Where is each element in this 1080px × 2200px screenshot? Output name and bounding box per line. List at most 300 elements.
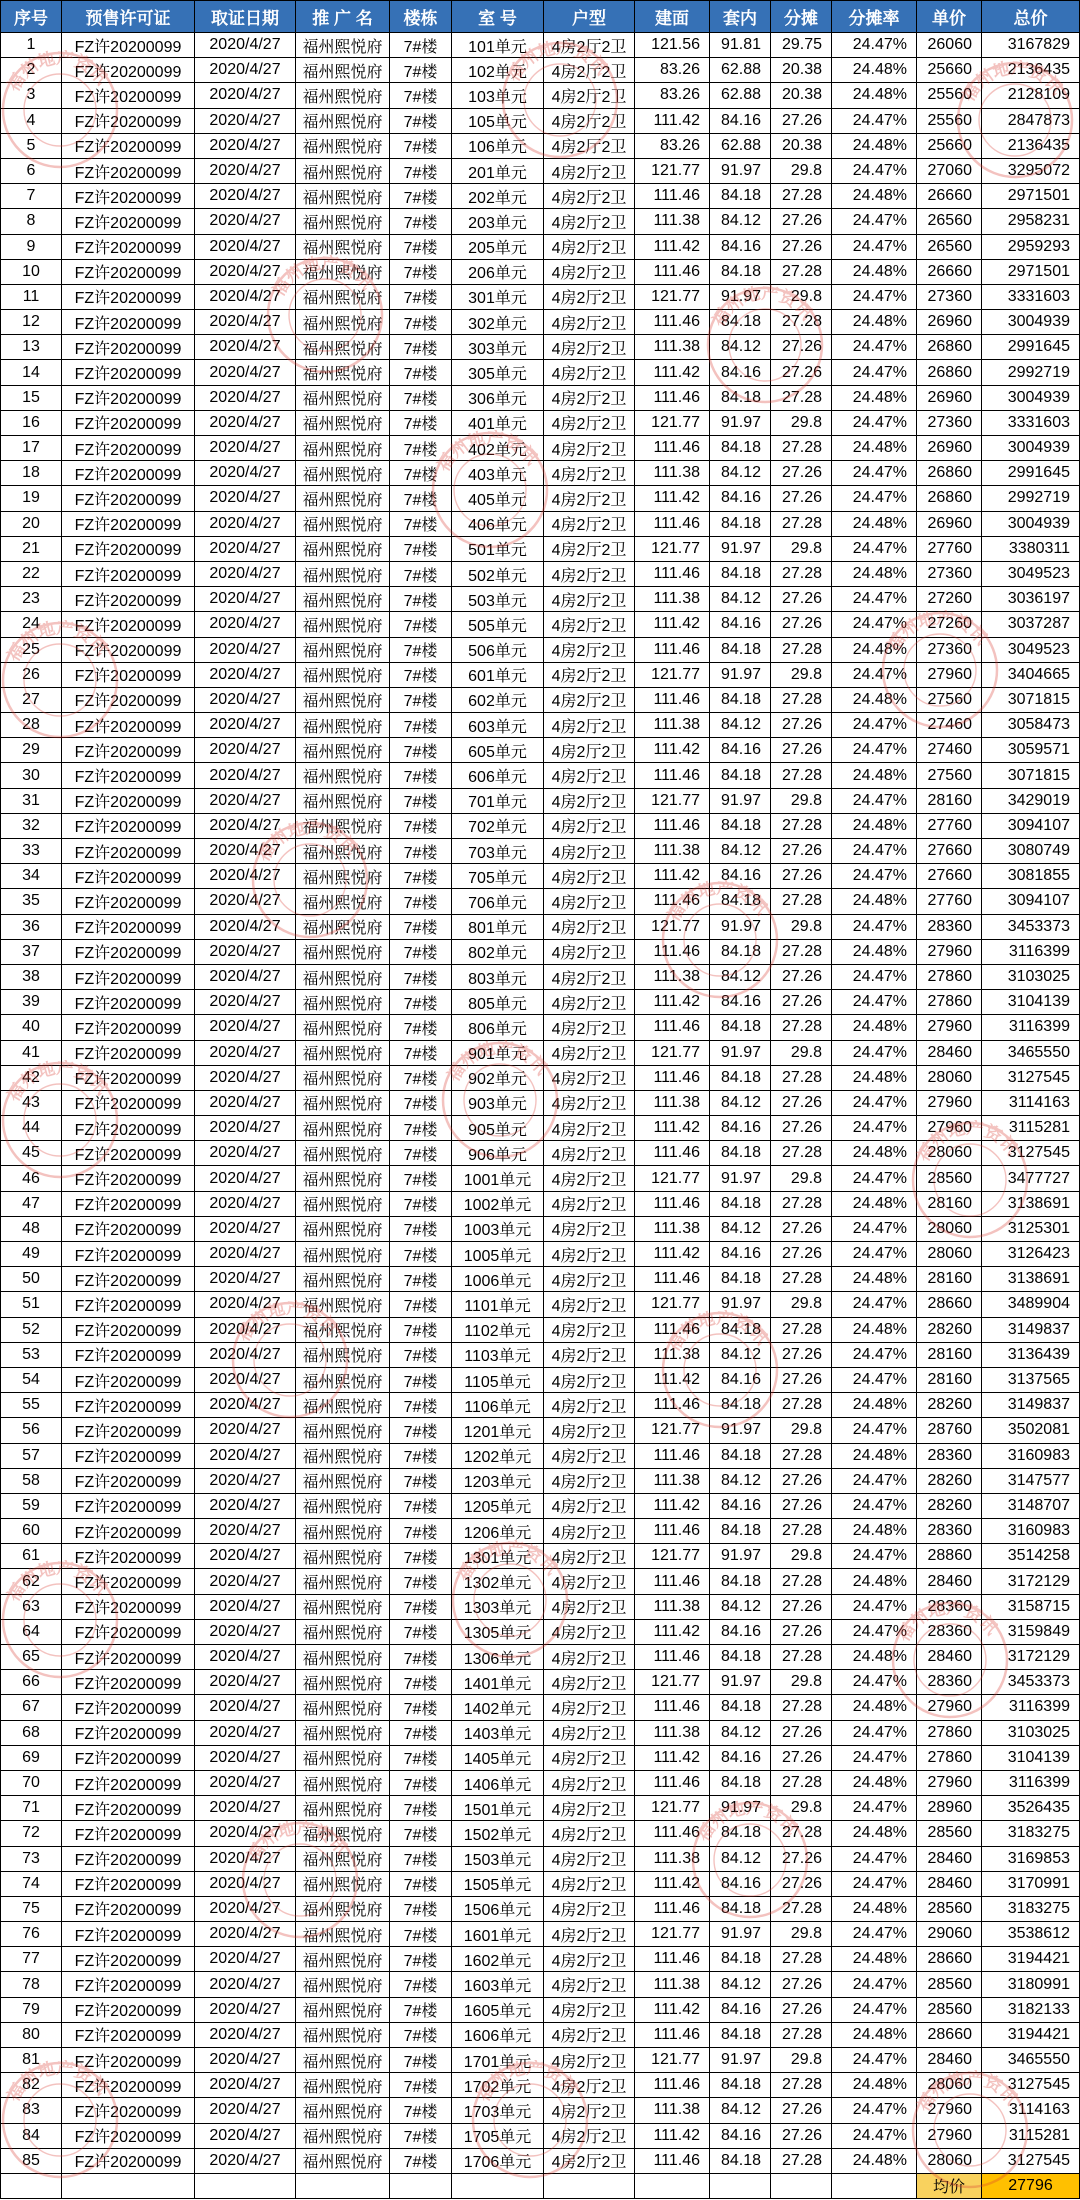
cell-permit: FZ许20200099 [62,1821,195,1846]
cell-total-price: 2136435 [982,134,1080,159]
cell-unit-price: 26560 [917,209,982,234]
cell-room: 101单元 [452,33,544,58]
cell-date: 2020/4/27 [195,1267,296,1292]
header-inner-area: 套内 [710,0,771,33]
cell-layout: 4房2厅2卫 [544,688,635,713]
cell-shared-area: 29.8 [771,159,832,184]
cell-room: 106单元 [452,134,544,159]
cell-total-price: 3429019 [982,789,1080,814]
cell-building: 7#楼 [390,713,452,738]
cell-project: 福州熙悦府 [296,1192,390,1217]
cell-shared-rate: 24.47% [832,1796,917,1821]
cell-project: 福州熙悦府 [296,134,390,159]
cell-permit: FZ许20200099 [62,638,195,663]
cell-seq: 26 [0,663,62,688]
cell-seq: 16 [0,411,62,436]
cell-project: 福州熙悦府 [296,915,390,940]
cell-layout: 4房2厅2卫 [544,1922,635,1947]
cell-layout: 4房2厅2卫 [544,360,635,385]
cell-room: 202单元 [452,184,544,209]
cell-project: 福州熙悦府 [296,386,390,411]
cell-shared-area: 29.75 [771,33,832,58]
cell-shared-area: 27.26 [771,1620,832,1645]
cell-project: 福州熙悦府 [296,1972,390,1997]
cell-shared-rate: 24.48% [832,814,917,839]
cell-gross-area: 111.46 [635,1897,710,1922]
cell-date: 2020/4/27 [195,1015,296,1040]
cell-unit-price: 28060 [917,2149,982,2174]
cell-room: 1703单元 [452,2098,544,2123]
cell-total-price: 3182133 [982,1998,1080,2023]
table-row [0,562,1080,587]
cell-seq: 32 [0,814,62,839]
cell-seq: 60 [0,1519,62,1544]
cell-gross-area: 111.42 [635,109,710,134]
cell-shared-area: 27.26 [771,1847,832,1872]
cell-room: 1606单元 [452,2023,544,2048]
cell-layout: 4房2厅2卫 [544,235,635,260]
cell-layout: 4房2厅2卫 [544,1721,635,1746]
cell-unit-price: 27360 [917,638,982,663]
cell-building: 7#楼 [390,1796,452,1821]
cell-gross-area: 111.46 [635,763,710,788]
cell-date: 2020/4/27 [195,915,296,940]
cell-room: 1203单元 [452,1469,544,1494]
cell-shared-area: 27.28 [771,562,832,587]
cell-seq: 83 [0,2098,62,2123]
cell-building: 7#楼 [390,2124,452,2149]
cell-shared-area: 27.26 [771,1721,832,1746]
table-row [0,1343,1080,1368]
cell-inner-area: 84.16 [710,1872,771,1897]
cell-shared-area: 29.8 [771,1670,832,1695]
cell-building: 7#楼 [390,1444,452,1469]
cell-unit-price: 25560 [917,83,982,108]
cell-room: 103单元 [452,83,544,108]
cell-layout: 4房2厅2卫 [544,1695,635,1720]
cell-shared-area: 29.8 [771,1418,832,1443]
cell-seq: 18 [0,461,62,486]
table-row [0,1242,1080,1267]
cell-total-price: 3453373 [982,915,1080,940]
cell-layout: 4房2厅2卫 [544,1494,635,1519]
cell-date: 2020/4/27 [195,1821,296,1846]
cell-layout: 4房2厅2卫 [544,1141,635,1166]
cell-shared-rate: 24.47% [832,1041,917,1066]
cell-date: 2020/4/27 [195,889,296,914]
cell-gross-area: 111.46 [635,1569,710,1594]
cell-building: 7#楼 [390,1620,452,1645]
cell-shared-area: 27.28 [771,436,832,461]
cell-permit: FZ许20200099 [62,335,195,360]
cell-shared-rate: 24.48% [832,2023,917,2048]
cell-building: 7#楼 [390,889,452,914]
cell-unit-price: 28860 [917,1544,982,1569]
cell-permit: FZ许20200099 [62,2023,195,2048]
cell-building: 7#楼 [390,990,452,1015]
cell-shared-rate: 24.47% [832,738,917,763]
cell-layout: 4房2厅2卫 [544,1872,635,1897]
cell-unit-price: 27360 [917,562,982,587]
cell-seq: 33 [0,839,62,864]
cell-permit: FZ许20200099 [62,562,195,587]
cell-inner-area: 91.97 [710,1418,771,1443]
cell-total-price: 3094107 [982,889,1080,914]
table-row [0,663,1080,688]
cell-unit-price: 27660 [917,864,982,889]
table-row [0,1771,1080,1796]
cell-shared-rate: 24.47% [832,1847,917,1872]
header-room: 室 号 [452,0,544,33]
cell-room: 1502单元 [452,1821,544,1846]
cell-permit: FZ许20200099 [62,260,195,285]
cell-total-price: 2991645 [982,461,1080,486]
cell-unit-price: 28360 [917,1620,982,1645]
cell-project: 福州熙悦府 [296,1393,390,1418]
cell-inner-area: 84.18 [710,1645,771,1670]
cell-permit: FZ许20200099 [62,1922,195,1947]
cell-building: 7#楼 [390,58,452,83]
cell-unit-price: 28160 [917,1368,982,1393]
cell-room: 1505单元 [452,1872,544,1897]
cell-total-price: 3080749 [982,839,1080,864]
cell-unit-price: 28460 [917,1872,982,1897]
cell-seq: 71 [0,1796,62,1821]
cell-inner-area: 91.97 [710,285,771,310]
cell-date: 2020/4/27 [195,159,296,184]
cell-room: 1503单元 [452,1847,544,1872]
cell-project: 福州熙悦府 [296,1041,390,1066]
cell-project: 福州熙悦府 [296,537,390,562]
cell-permit: FZ许20200099 [62,83,195,108]
cell-permit: FZ许20200099 [62,1645,195,1670]
cell-building: 7#楼 [390,864,452,889]
cell-building: 7#楼 [390,663,452,688]
cell-date: 2020/4/27 [195,839,296,864]
cell-building: 7#楼 [390,2149,452,2174]
cell-total-price: 3160983 [982,1519,1080,1544]
cell-inner-area: 84.18 [710,386,771,411]
cell-project: 福州熙悦府 [296,1897,390,1922]
cell-inner-area: 62.88 [710,134,771,159]
cell-inner-area: 84.18 [710,1947,771,1972]
cell-shared-rate: 24.48% [832,763,917,788]
cell-gross-area: 111.46 [635,1141,710,1166]
cell-permit: FZ许20200099 [62,2124,195,2149]
cell-seq: 29 [0,738,62,763]
cell-room: 1603单元 [452,1972,544,1997]
cell-inner-area: 84.18 [710,1569,771,1594]
cell-project: 福州熙悦府 [296,2023,390,2048]
cell-building: 7#楼 [390,2073,452,2098]
cell-total-price: 3127545 [982,2073,1080,2098]
cell-room: 503单元 [452,587,544,612]
cell-seq: 53 [0,1343,62,1368]
cell-layout: 4房2厅2卫 [544,638,635,663]
cell-building: 7#楼 [390,1066,452,1091]
table-row [0,1569,1080,1594]
cell-seq: 24 [0,612,62,637]
cell-room: 1003单元 [452,1217,544,1242]
cell-building: 7#楼 [390,965,452,990]
cell-inner-area: 84.18 [710,688,771,713]
cell-shared-rate: 24.47% [832,1116,917,1141]
cell-building: 7#楼 [390,1922,452,1947]
cell-building: 7#楼 [390,1368,452,1393]
cell-permit: FZ许20200099 [62,889,195,914]
cell-layout: 4房2厅2卫 [544,1066,635,1091]
table-row [0,915,1080,940]
cell-building: 7#楼 [390,763,452,788]
cell-gross-area: 111.46 [635,2149,710,2174]
cell-inner-area: 91.97 [710,1922,771,1947]
cell-total-price: 3331603 [982,285,1080,310]
cell-shared-area: 27.28 [771,1947,832,1972]
cell-total-price: 3036197 [982,587,1080,612]
cell-permit: FZ许20200099 [62,1318,195,1343]
cell-unit-price: 25660 [917,134,982,159]
cell-unit-price: 27760 [917,889,982,914]
cell-room: 1605单元 [452,1998,544,2023]
cell-date: 2020/4/27 [195,1670,296,1695]
cell-building: 7#楼 [390,1015,452,1040]
cell-permit: FZ许20200099 [62,1494,195,1519]
cell-shared-area: 29.8 [771,2048,832,2073]
cell-project: 福州熙悦府 [296,209,390,234]
cell-date: 2020/4/27 [195,1922,296,1947]
cell-room: 605单元 [452,738,544,763]
footer-empty-cell [771,2174,832,2199]
cell-gross-area: 111.38 [635,1972,710,1997]
cell-permit: FZ许20200099 [62,1217,195,1242]
table-row [0,1368,1080,1393]
cell-permit: FZ许20200099 [62,285,195,310]
cell-project: 福州熙悦府 [296,713,390,738]
cell-building: 7#楼 [390,1645,452,1670]
table-row [0,83,1080,108]
cell-layout: 4房2厅2卫 [544,1292,635,1317]
cell-shared-rate: 24.48% [832,1444,917,1469]
cell-seq: 5 [0,134,62,159]
cell-shared-rate: 24.47% [832,965,917,990]
cell-total-price: 3159849 [982,1620,1080,1645]
cell-total-price: 3465550 [982,1041,1080,1066]
cell-project: 福州熙悦府 [296,285,390,310]
cell-room: 1206单元 [452,1519,544,1544]
cell-project: 福州熙悦府 [296,638,390,663]
cell-permit: FZ许20200099 [62,2149,195,2174]
table-row [0,33,1080,58]
cell-inner-area: 84.16 [710,235,771,260]
cell-unit-price: 28360 [917,1444,982,1469]
cell-room: 501单元 [452,537,544,562]
cell-inner-area: 84.12 [710,1217,771,1242]
cell-gross-area: 111.42 [635,864,710,889]
cell-project: 福州熙悦府 [296,612,390,637]
table-row [0,839,1080,864]
cell-unit-price: 27460 [917,713,982,738]
header-total-price: 总价 [982,0,1080,33]
header-unit-price: 单价 [917,0,982,33]
cell-gross-area: 121.77 [635,1418,710,1443]
cell-total-price: 3104139 [982,1746,1080,1771]
cell-layout: 4房2厅2卫 [544,1620,635,1645]
cell-total-price: 3180991 [982,1972,1080,1997]
cell-unit-price: 27760 [917,537,982,562]
cell-inner-area: 84.18 [710,1267,771,1292]
cell-layout: 4房2厅2卫 [544,1821,635,1846]
cell-seq: 66 [0,1670,62,1695]
table-row [0,134,1080,159]
cell-date: 2020/4/27 [195,1444,296,1469]
cell-layout: 4房2厅2卫 [544,58,635,83]
table-row [0,537,1080,562]
cell-total-price: 2971501 [982,184,1080,209]
cell-shared-rate: 24.47% [832,285,917,310]
cell-shared-rate: 24.47% [832,1872,917,1897]
cell-gross-area: 111.42 [635,486,710,511]
cell-building: 7#楼 [390,814,452,839]
cell-gross-area: 111.38 [635,2098,710,2123]
cell-date: 2020/4/27 [195,1066,296,1091]
cell-seq: 67 [0,1695,62,1720]
cell-room: 1302单元 [452,1569,544,1594]
cell-total-price: 3103025 [982,1721,1080,1746]
cell-shared-area: 27.28 [771,512,832,537]
cell-unit-price: 28460 [917,1847,982,1872]
cell-project: 福州熙悦府 [296,688,390,713]
cell-layout: 4房2厅2卫 [544,2124,635,2149]
cell-date: 2020/4/27 [195,1418,296,1443]
cell-shared-rate: 24.47% [832,1544,917,1569]
cell-gross-area: 111.42 [635,612,710,637]
cell-shared-rate: 24.48% [832,940,917,965]
cell-project: 福州熙悦府 [296,1066,390,1091]
cell-gross-area: 111.46 [635,1015,710,1040]
cell-room: 105单元 [452,109,544,134]
cell-shared-rate: 24.47% [832,1292,917,1317]
cell-shared-area: 27.26 [771,1242,832,1267]
cell-shared-rate: 24.47% [832,1469,917,1494]
cell-project: 福州熙悦府 [296,335,390,360]
cell-project: 福州熙悦府 [296,1670,390,1695]
cell-date: 2020/4/27 [195,537,296,562]
cell-project: 福州熙悦府 [296,1116,390,1141]
cell-date: 2020/4/27 [195,2098,296,2123]
cell-permit: FZ许20200099 [62,2073,195,2098]
cell-building: 7#楼 [390,260,452,285]
cell-unit-price: 28060 [917,1066,982,1091]
cell-project: 福州熙悦府 [296,1091,390,1116]
cell-shared-area: 27.26 [771,1368,832,1393]
cell-layout: 4房2厅2卫 [544,1091,635,1116]
cell-shared-area: 29.8 [771,1922,832,1947]
cell-permit: FZ许20200099 [62,1569,195,1594]
cell-date: 2020/4/27 [195,1721,296,1746]
cell-seq: 76 [0,1922,62,1947]
cell-inner-area: 84.12 [710,1721,771,1746]
cell-unit-price: 26960 [917,310,982,335]
cell-gross-area: 111.38 [635,587,710,612]
cell-inner-area: 84.16 [710,2124,771,2149]
cell-gross-area: 111.38 [635,1091,710,1116]
cell-inner-area: 84.16 [710,1494,771,1519]
cell-building: 7#楼 [390,940,452,965]
cell-seq: 37 [0,940,62,965]
cell-room: 1401单元 [452,1670,544,1695]
table-row [0,1494,1080,1519]
cell-permit: FZ许20200099 [62,1721,195,1746]
cell-gross-area: 111.42 [635,1242,710,1267]
cell-date: 2020/4/27 [195,1847,296,1872]
cell-shared-area: 29.8 [771,663,832,688]
cell-shared-area: 27.26 [771,839,832,864]
cell-unit-price: 27060 [917,159,982,184]
cell-unit-price: 28460 [917,1569,982,1594]
cell-room: 601单元 [452,663,544,688]
cell-layout: 4房2厅2卫 [544,1469,635,1494]
cell-project: 福州熙悦府 [296,1569,390,1594]
cell-permit: FZ许20200099 [62,1141,195,1166]
cell-shared-area: 27.28 [771,688,832,713]
cell-inner-area: 91.97 [710,2048,771,2073]
cell-permit: FZ许20200099 [62,1292,195,1317]
cell-seq: 1 [0,33,62,58]
cell-seq: 75 [0,1897,62,1922]
cell-room: 403单元 [452,461,544,486]
table-row [0,587,1080,612]
cell-layout: 4房2厅2卫 [544,285,635,310]
cell-project: 福州熙悦府 [296,109,390,134]
table-row [0,1066,1080,1091]
cell-total-price: 3004939 [982,436,1080,461]
cell-date: 2020/4/27 [195,789,296,814]
cell-layout: 4房2厅2卫 [544,663,635,688]
cell-seq: 19 [0,486,62,511]
cell-unit-price: 28160 [917,789,982,814]
cell-unit-price: 26960 [917,436,982,461]
cell-unit-price: 26660 [917,260,982,285]
cell-shared-rate: 24.48% [832,1192,917,1217]
cell-date: 2020/4/27 [195,360,296,385]
cell-building: 7#楼 [390,562,452,587]
cell-permit: FZ许20200099 [62,1166,195,1191]
cell-permit: FZ许20200099 [62,1746,195,1771]
cell-building: 7#楼 [390,285,452,310]
table-row [0,184,1080,209]
cell-inner-area: 91.97 [710,159,771,184]
cell-permit: FZ许20200099 [62,1066,195,1091]
cell-seq: 63 [0,1595,62,1620]
cell-project: 福州熙悦府 [296,1494,390,1519]
cell-seq: 56 [0,1418,62,1443]
cell-date: 2020/4/27 [195,1998,296,2023]
cell-permit: FZ许20200099 [62,1620,195,1645]
cell-inner-area: 84.18 [710,1318,771,1343]
cell-seq: 82 [0,2073,62,2098]
table-row [0,1847,1080,1872]
cell-project: 福州熙悦府 [296,1166,390,1191]
header-building: 楼栋 [390,0,452,33]
cell-unit-price: 27560 [917,763,982,788]
cell-building: 7#楼 [390,1695,452,1720]
cell-layout: 4房2厅2卫 [544,1166,635,1191]
cell-gross-area: 111.46 [635,688,710,713]
cell-shared-area: 27.28 [771,1267,832,1292]
cell-building: 7#楼 [390,1217,452,1242]
cell-date: 2020/4/27 [195,1897,296,1922]
cell-room: 102单元 [452,58,544,83]
